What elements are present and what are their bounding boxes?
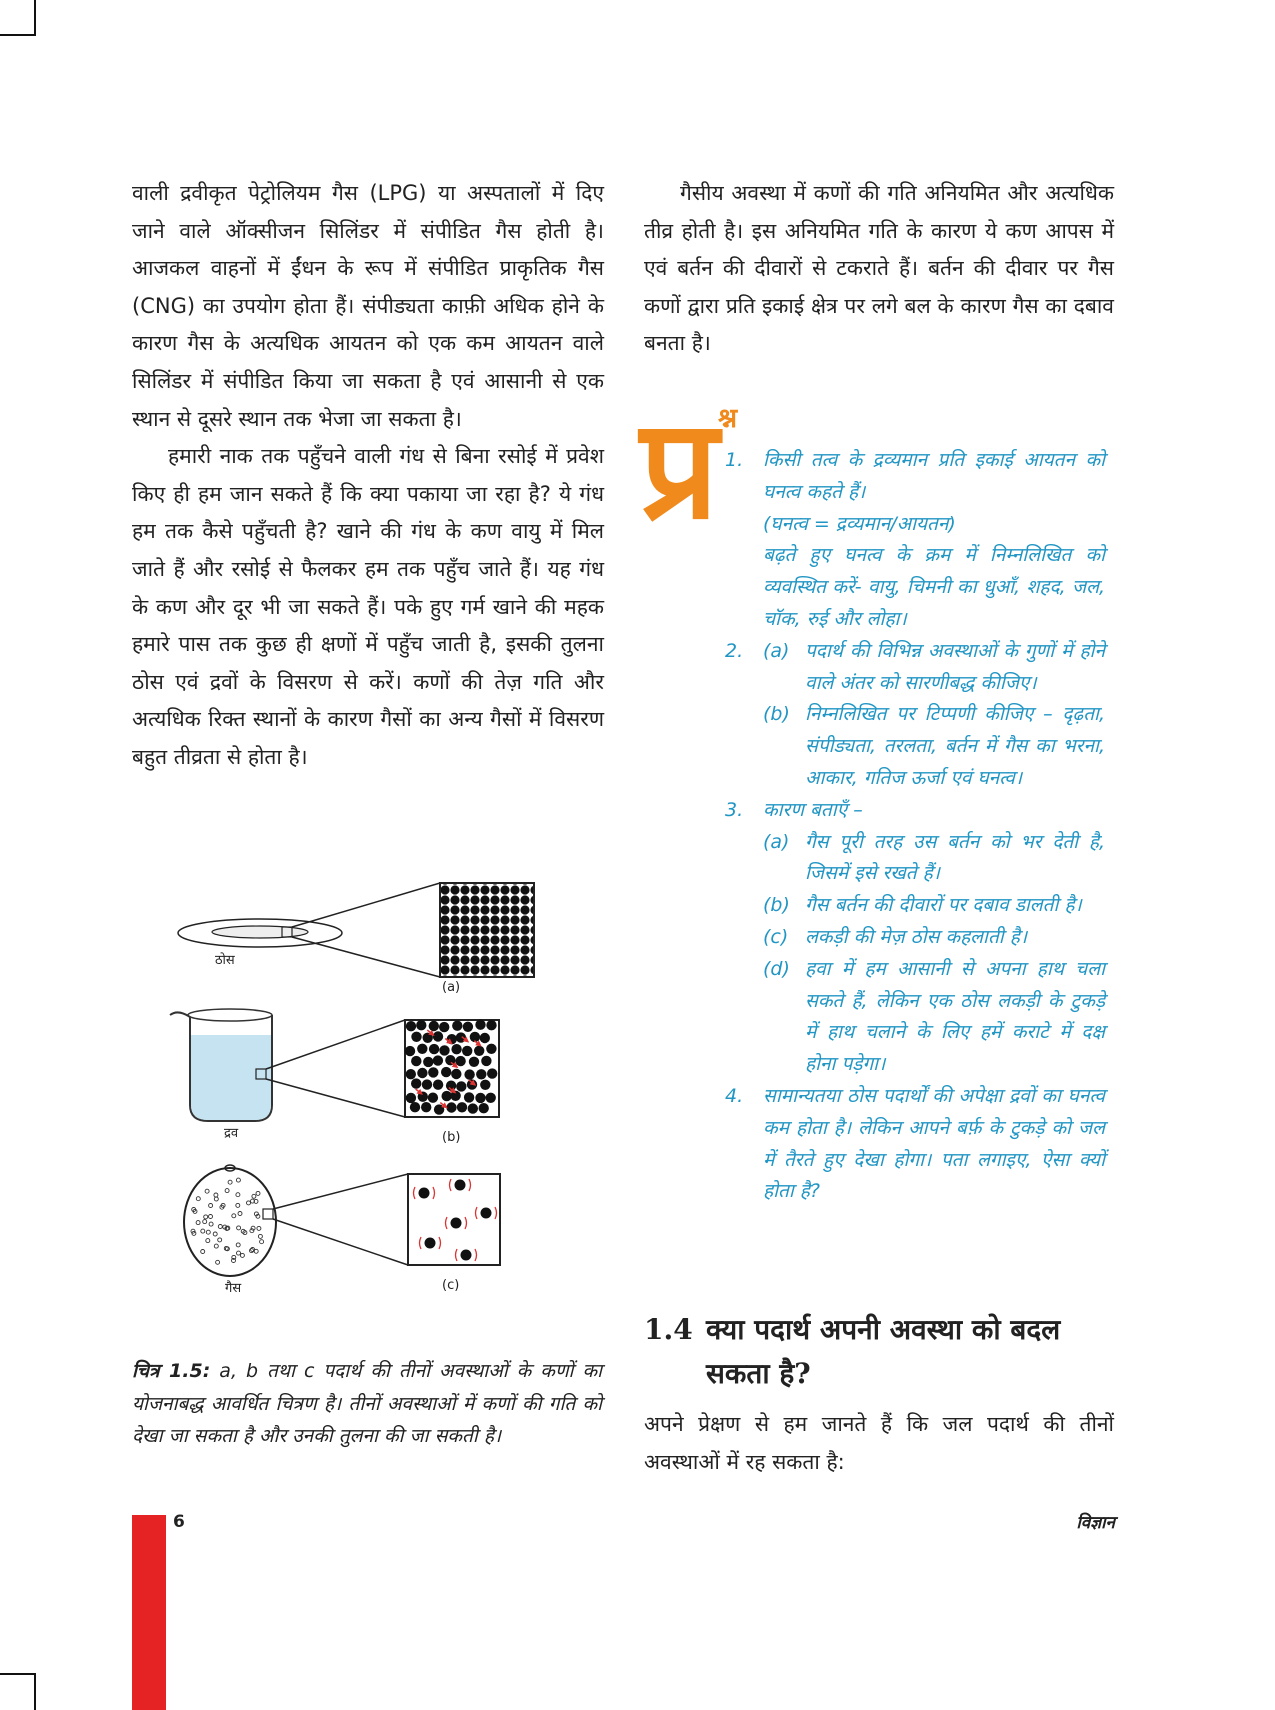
liquid-particle bbox=[464, 1092, 474, 1102]
gas-molecule bbox=[425, 1238, 436, 1249]
crop-mark-bottom-v bbox=[34, 1673, 36, 1710]
liquid-particle bbox=[439, 1022, 449, 1032]
liquid-particle bbox=[418, 1092, 428, 1102]
question-3c-text: लकड़ी की मेज़ ठोस कहलाती है। bbox=[805, 925, 1028, 948]
question-1-line-2: (घनत्व = द्रव्यमान/आयतन) bbox=[763, 512, 956, 535]
liquid-particle bbox=[467, 1079, 477, 1089]
liquid-particle bbox=[463, 1022, 473, 1032]
liquid-particle bbox=[442, 1091, 452, 1101]
question-3-text: कारण बताएँ – bbox=[763, 798, 863, 821]
gas-molecule bbox=[419, 1188, 430, 1199]
gas-molecule bbox=[455, 1180, 466, 1191]
liquid-particle bbox=[411, 1032, 421, 1042]
question-number: 2. bbox=[725, 639, 744, 662]
liquid-particle bbox=[422, 1079, 432, 1089]
subquestion-label: (b) bbox=[763, 703, 790, 726]
page-color-bar bbox=[132, 1515, 166, 1710]
subquestion-label: (a) bbox=[763, 639, 790, 662]
liquid-particle bbox=[451, 1044, 461, 1054]
liquid-particle bbox=[445, 1055, 455, 1065]
liquid-particle bbox=[429, 1021, 439, 1031]
liquid-particle bbox=[411, 1056, 421, 1066]
liquid-particle bbox=[441, 1067, 451, 1077]
gas-molecule bbox=[461, 1250, 472, 1261]
liquid-particle bbox=[433, 1031, 443, 1041]
liquid-particle bbox=[433, 1080, 443, 1090]
questions-heading-big-letter: प्र bbox=[640, 387, 719, 550]
liquid-particle bbox=[406, 1021, 416, 1031]
caption-text: a, b तथा c पदार्थ की तीनों अवस्थाओं के कणों का योजनाबद्ध आवर्धित चित्रण है। तीनों अवस्थाओं में कणों की गति को देखा जा सकता है और उनकी तुलना की जा सकती है। bbox=[132, 1360, 602, 1447]
liquid-particle bbox=[462, 1046, 472, 1056]
liquid-particle bbox=[433, 1055, 443, 1065]
liquid-particle bbox=[434, 1104, 444, 1114]
figure-diagram bbox=[160, 875, 560, 1315]
subquestion-label: (c) bbox=[763, 925, 789, 948]
page-number: 6 bbox=[173, 1512, 185, 1532]
right-column bbox=[644, 175, 1114, 363]
right-paragraph-1: गैसीय अवस्था में कणों की गति अनियमित और अत्यधिक तीव्र होती है। इस अनियमित गति के कारण ये कण आपस में एवं बर्तन की दीवारों से टकराते हैं। बर्तन की दीवार पर गैस कणों द्वारा प्रति इकाई क्षेत्र पर लगे बल के कारण गैस का दबाव बनता है। bbox=[644, 181, 1114, 356]
gas-molecule bbox=[481, 1208, 492, 1219]
label-a: (a) bbox=[442, 980, 461, 995]
liquid-label: द्रव bbox=[224, 1126, 239, 1141]
question-3b-text: गैस बर्तन की दीवारों पर दबाव डालती है। bbox=[805, 894, 1082, 917]
caption-label: चित्र 1.5: bbox=[132, 1360, 211, 1382]
liquid-particle bbox=[406, 1069, 416, 1079]
gas-balloon-drawing bbox=[184, 1165, 500, 1276]
book-title-footer: विज्ञान bbox=[1076, 1513, 1115, 1533]
crop-mark-top-v bbox=[34, 0, 36, 36]
question-1-line-3: बढ़ते हुए घनत्व के क्रम में निम्नलिखित को व्यवस्थित करें- वायु, चिमनी का धुआँ, शहद, जल, चॉक, रुई और लोहा। bbox=[763, 544, 1105, 630]
liquid-particle bbox=[456, 1032, 466, 1042]
liquid-particle bbox=[428, 1093, 438, 1103]
question-1-line-1: किसी तत्व के द्रव्यमान प्रति इकाई आयतन को घनत्व कहते हैं। bbox=[763, 449, 1105, 503]
section-title: क्या पदार्थ अपनी अवस्था को बदल सकता है? bbox=[706, 1313, 1061, 1390]
figure-caption bbox=[132, 1355, 602, 1453]
liquid-beaker-drawing bbox=[170, 1009, 499, 1121]
liquid-particle bbox=[421, 1102, 431, 1112]
left-paragraph-1: वाली द्रवीकृत पेट्रोलियम गैस (LPG) या अस्पतालों में दिए जाने वाले ऑक्सीजन सिलिंडर में संपीडित गैस होती है। आजकल वाहनों में ईंधन के रूप में संपीडित प्राकृतिक गैस (CNG) का उपयोग होता हैं। संपीड्यता काफ़ी अधिक होने के कारण गैस के अत्यधिक आयतन को एक कम आयतन वाले सिलिंडर में संपीडित किया जा सकता है एवं आसानी से एक स्थान से दूसरे स्थान तक भेजा जा सकता है। bbox=[132, 181, 604, 431]
question-number: 3. bbox=[725, 798, 744, 821]
gas-label: गैस bbox=[225, 1281, 242, 1296]
liquid-particle bbox=[452, 1021, 462, 1031]
questions-heading-rest: श्न bbox=[718, 403, 738, 434]
crop-mark-bottom-h bbox=[0, 1673, 36, 1675]
question-3a-text: गैस पूरी तरह उस बर्तन को भर देती है, जिसमें इसे रखते हैं। bbox=[805, 830, 1105, 885]
question-2a-text: पदार्थ की विभिन्न अवस्थाओं के गुणों में होने वाले अंतर को सारणीबद्ध कीजिए। bbox=[805, 639, 1105, 694]
liquid-particle bbox=[428, 1067, 438, 1077]
section-1-4 bbox=[644, 1308, 1114, 1481]
liquid-particle bbox=[464, 1069, 474, 1079]
question-4 bbox=[715, 1081, 1105, 1208]
liquid-particle bbox=[481, 1056, 491, 1066]
liquid-particle bbox=[486, 1093, 496, 1103]
liquid-particle bbox=[446, 1102, 456, 1112]
liquid-particle bbox=[456, 1081, 466, 1091]
crop-mark-top-h bbox=[0, 34, 36, 36]
subquestion-label: (a) bbox=[763, 830, 790, 853]
liquid-particle bbox=[480, 1033, 490, 1043]
question-number: 4. bbox=[725, 1084, 744, 1107]
liquid-particle bbox=[416, 1020, 426, 1030]
liquid-particle bbox=[417, 1044, 427, 1054]
question-number: 1. bbox=[725, 449, 744, 471]
liquid-particle bbox=[480, 1080, 490, 1090]
liquid-particle bbox=[439, 1045, 449, 1055]
liquid-particle bbox=[417, 1068, 427, 1078]
liquid-particle bbox=[457, 1102, 467, 1112]
liquid-particle bbox=[429, 1044, 439, 1054]
liquid-particle bbox=[486, 1020, 496, 1030]
liquid-particle bbox=[474, 1046, 484, 1056]
gas-molecule bbox=[451, 1218, 462, 1229]
liquid-particle bbox=[468, 1103, 478, 1113]
liquid-particle bbox=[479, 1103, 489, 1113]
question-2b-text: निम्नलिखित पर टिप्पणी कीजिए – दृढ़ता, संपीड्यता, तरलता, बर्तन में गैस का भरना, आकार, गतिज ऊर्जा एवं घनत्व। bbox=[805, 703, 1105, 789]
liquid-particle bbox=[405, 1046, 415, 1056]
question-3d-text: हवा में हम आसानी से अपना हाथ चला सकते हैं, लेकिन एक ठोस लकड़ी के टुकड़े में हाथ चलाने के लिए हमें कराटे में दक्ष होना पड़ेगा। bbox=[805, 957, 1105, 1076]
left-paragraph-2: हमारी नाक तक पहुँचने वाली गंध से बिना रसोई में प्रवेश किए ही हम जान सकते हैं कि क्या पकाया जा रहा है? ये गंध हम तक कैसे पहुँचती है? खाने की गंध के कण वायु में मिल जाते हैं और रसोई से फैलकर हम तक पहुँच जाते हैं। यह गंध के कण और दूर भी जा सकते हैं। पके हुए गर्म खाने की महक हमारे पास तक कुछ ही क्षणों में पहुँच जाती है, इसकी तुलना ठोस एवं द्रवों के विसरण से करें। कणों की तेज़ गति और अत्यधिक रिक्त स्थानों के कारण गैसों का अन्य गैसों में विसरण बहुत तीव्रता से होता है। bbox=[132, 444, 604, 769]
liquid-particle bbox=[469, 1057, 479, 1067]
label-c: (c) bbox=[442, 1278, 460, 1293]
left-column bbox=[132, 175, 604, 777]
questions-list bbox=[715, 445, 1105, 1208]
liquid-particle bbox=[447, 1034, 457, 1044]
liquid-particle bbox=[450, 1091, 460, 1101]
question-3 bbox=[715, 795, 1105, 1081]
question-4-text: सामान्यतया ठोस पदार्थों की अपेक्षा द्रवों का घनत्व कम होता है। लेकिन आपने बर्फ़ के टुकड़े को जल में तैरते हुए देखा होगा। पता लगाइए, ऐसा क्यों होता है? bbox=[763, 1084, 1105, 1203]
states-of-matter-figure bbox=[160, 875, 560, 1315]
liquid-particle bbox=[475, 1020, 485, 1030]
section-number: 1.4 bbox=[644, 1313, 693, 1346]
liquid-particle bbox=[406, 1093, 416, 1103]
liquid-particle bbox=[475, 1093, 485, 1103]
liquid-particle bbox=[487, 1068, 497, 1078]
liquid-particle bbox=[423, 1057, 433, 1067]
question-1 bbox=[715, 445, 1105, 636]
liquid-particle bbox=[455, 1056, 465, 1066]
liquid-particle bbox=[411, 1078, 421, 1088]
liquid-particle bbox=[476, 1069, 486, 1079]
question-2 bbox=[715, 636, 1105, 795]
liquid-particle bbox=[486, 1044, 496, 1054]
label-b: (b) bbox=[442, 1130, 461, 1145]
subquestion-label: (b) bbox=[763, 894, 790, 917]
section-body: अपने प्रेक्षण से हम जानते हैं कि जल पदार्थ की तीनों अवस्थाओं में रह सकता है: bbox=[644, 1412, 1114, 1474]
solid-label: ठोस bbox=[215, 953, 235, 968]
subquestion-label: (d) bbox=[763, 957, 790, 980]
liquid-particle bbox=[410, 1102, 420, 1112]
liquid-particle bbox=[451, 1069, 461, 1079]
